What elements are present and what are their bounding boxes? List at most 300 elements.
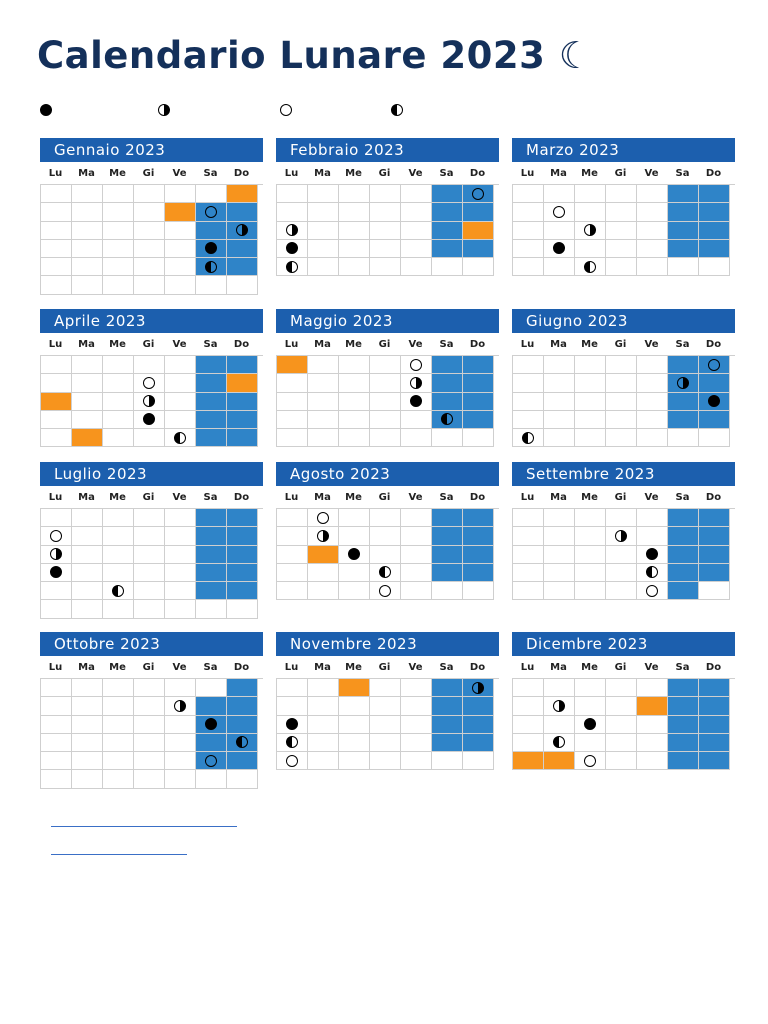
day-cell [637,185,668,203]
day-cell [606,546,637,564]
weekend-cell [668,185,699,203]
weekend-cell [432,185,463,203]
first-quarter-icon [174,700,186,712]
day-cell [277,374,308,392]
day-cell [103,393,134,411]
weekend-cell [668,240,699,258]
full-moon-icon [584,755,596,767]
weekday-row [512,656,735,678]
day-cell [544,374,575,392]
weekday-label: Do [233,338,250,350]
day-cell [606,509,637,527]
full-moon-icon [143,377,155,389]
weekday-row [40,162,263,184]
weekday-label: Sa [439,661,454,673]
day-cell [72,393,103,411]
weekday-label: Gi [614,167,627,179]
day-cell [637,509,668,527]
day-cell [308,734,339,752]
day-cell [165,393,196,411]
weekday-row [512,486,735,508]
day-cell [308,258,339,276]
weekend-cell [196,697,227,715]
day-cell [370,374,401,392]
last-quarter-icon [286,261,298,273]
day-cell [513,240,544,258]
weekday-label: Do [469,167,486,179]
day-cell [401,240,432,258]
day-cell [637,429,668,447]
day-cell [72,240,103,258]
day-cell [544,203,575,221]
weekend-cell [699,716,730,734]
day-cell [432,429,463,447]
weekday-label: Lu [48,338,63,350]
day-cell [370,356,401,374]
day-cell [606,429,637,447]
weekend-cell [699,393,730,411]
day-cell [637,527,668,545]
day-cell [308,429,339,447]
weekend-cell [668,582,699,600]
day-cell [370,429,401,447]
day-cell [637,411,668,429]
day-cell [103,752,134,770]
month-header: Aprile 2023 [40,309,263,333]
day-cell [308,393,339,411]
day-cell [103,276,134,294]
day-cell [339,509,370,527]
holiday-cell [165,203,196,221]
full-moon-icon [472,188,484,200]
month-header: Gennaio 2023 [40,138,263,162]
day-cell [72,679,103,697]
weekday-label: Do [705,491,722,503]
day-cell [196,679,227,697]
weekday-label: Lu [284,338,299,350]
day-cell [668,258,699,276]
weekday-label: Ve [408,167,423,179]
day-cell [165,679,196,697]
day-cell [544,509,575,527]
weekday-row [512,333,735,355]
day-cell [134,752,165,770]
weekend-cell [699,527,730,545]
footer-link[interactable] [51,854,187,855]
weekend-cell [668,546,699,564]
day-cell [134,734,165,752]
weekend-cell [668,564,699,582]
weekday-label: Sa [203,167,218,179]
day-cell [575,697,606,715]
weekday-label: Ve [644,491,659,503]
day-cell [432,258,463,276]
weekday-row [512,162,735,184]
weekend-cell [463,679,494,697]
day-cell [103,374,134,392]
day-cell [41,222,72,240]
day-grid [276,184,499,276]
month-header: Settembre 2023 [512,462,735,486]
first-quarter-icon [286,224,298,236]
weekend-cell [227,356,258,374]
new-moon-icon [50,566,62,578]
weekend-cell [668,527,699,545]
day-cell [41,203,72,221]
day-cell [339,411,370,429]
new-moon-icon [143,413,155,425]
day-cell [544,429,575,447]
weekday-label: Gi [142,167,155,179]
day-cell [544,356,575,374]
day-cell [401,411,432,429]
day-cell [339,203,370,221]
weekend-cell [196,716,227,734]
day-cell [637,203,668,221]
weekend-cell [432,374,463,392]
day-cell [134,716,165,734]
weekday-label: Ve [408,661,423,673]
day-cell [544,393,575,411]
day-cell [370,734,401,752]
weekday-label: Lu [48,491,63,503]
day-cell [165,411,196,429]
weekend-cell [668,752,699,770]
weekend-cell [227,258,258,276]
day-cell [72,582,103,600]
weekday-row [276,656,499,678]
day-cell [103,564,134,582]
weekend-cell [463,509,494,527]
weekday-label: Lu [48,661,63,673]
full-moon-icon [205,206,217,218]
new-moon-icon [553,242,565,254]
holiday-cell [227,374,258,392]
month-calendar [40,632,263,789]
day-cell [544,716,575,734]
full-moon-icon [646,585,658,597]
day-cell [575,203,606,221]
day-cell [227,600,258,618]
weekday-label: Ma [78,338,95,350]
day-grid [276,508,499,600]
day-cell [370,582,401,600]
day-cell [575,734,606,752]
day-cell [134,509,165,527]
day-cell [606,240,637,258]
weekday-label: Lu [520,338,535,350]
day-cell [41,752,72,770]
day-cell [463,752,494,770]
weekend-cell [432,697,463,715]
weekend-cell [668,697,699,715]
day-cell [544,240,575,258]
full-moon-icon [286,755,298,767]
day-cell [370,222,401,240]
day-cell [513,393,544,411]
day-cell [699,429,730,447]
day-grid [40,508,263,619]
first-quarter-icon [50,548,62,560]
day-cell [165,429,196,447]
day-cell [370,697,401,715]
day-cell [606,582,637,600]
footer-link[interactable] [51,826,237,827]
day-cell [277,222,308,240]
last-quarter-icon [584,261,596,273]
weekend-cell [432,411,463,429]
day-cell [370,203,401,221]
weekend-cell [227,564,258,582]
weekday-label: Me [109,491,126,503]
day-cell [401,203,432,221]
day-cell [637,564,668,582]
weekday-label: Lu [284,491,299,503]
day-cell [41,546,72,564]
day-cell [432,582,463,600]
day-cell [103,356,134,374]
weekend-cell [432,509,463,527]
month-calendar [276,632,499,770]
day-cell [41,679,72,697]
month-calendar [40,462,263,619]
day-cell [575,240,606,258]
day-cell [513,185,544,203]
day-cell [41,600,72,618]
month-calendar [512,462,735,600]
day-cell [72,374,103,392]
weekend-cell [196,393,227,411]
weekday-label: Me [581,338,598,350]
weekend-cell [432,679,463,697]
weekday-label: Me [109,167,126,179]
weekend-cell [227,546,258,564]
weekend-cell [699,697,730,715]
day-cell [308,509,339,527]
weekend-cell [699,752,730,770]
day-cell [196,600,227,618]
month-header: Ottobre 2023 [40,632,263,656]
weekday-label: Do [469,661,486,673]
weekday-label: Ve [644,661,659,673]
weekend-cell [432,564,463,582]
weekday-label: Ma [78,491,95,503]
weekend-cell [196,429,227,447]
full-moon-icon [205,755,217,767]
day-cell [308,582,339,600]
last-quarter-icon [112,585,124,597]
day-cell [575,411,606,429]
weekday-label: Gi [142,491,155,503]
day-cell [196,770,227,788]
holiday-cell [637,697,668,715]
weekday-label: Me [581,661,598,673]
last-quarter-icon [205,261,217,273]
day-cell [72,734,103,752]
day-cell [339,697,370,715]
weekday-label: Lu [48,167,63,179]
day-cell [575,679,606,697]
day-cell [103,679,134,697]
day-cell [544,546,575,564]
day-cell [134,564,165,582]
weekday-label: Sa [439,338,454,350]
month-calendar [40,309,263,447]
weekend-cell [432,546,463,564]
weekend-cell [463,203,494,221]
weekday-label: Do [233,491,250,503]
day-cell [308,203,339,221]
day-cell [401,582,432,600]
weekday-label: Gi [142,661,155,673]
holiday-cell [72,429,103,447]
weekday-label: Lu [520,167,535,179]
weekday-label: Ma [78,167,95,179]
day-cell [134,240,165,258]
day-cell [165,509,196,527]
weekday-row [276,162,499,184]
day-cell [606,185,637,203]
first-quarter-icon [615,530,627,542]
day-cell [339,393,370,411]
new-moon-icon [708,395,720,407]
day-cell [637,546,668,564]
day-cell [72,752,103,770]
day-cell [277,582,308,600]
day-cell [544,679,575,697]
weekend-cell [227,509,258,527]
day-cell [134,697,165,715]
day-cell [41,374,72,392]
day-cell [370,546,401,564]
weekend-cell [463,374,494,392]
weekend-cell [699,222,730,240]
weekend-cell [699,564,730,582]
day-cell [277,716,308,734]
day-cell [606,752,637,770]
weekday-label: Ve [172,167,187,179]
day-cell [637,393,668,411]
day-cell [165,240,196,258]
day-cell [72,258,103,276]
weekday-label: Sa [203,661,218,673]
day-cell [401,393,432,411]
day-cell [308,185,339,203]
day-cell [339,716,370,734]
day-cell [637,240,668,258]
day-cell [606,679,637,697]
day-cell [41,770,72,788]
weekday-label: Ve [644,338,659,350]
weekday-label: Sa [675,661,690,673]
weekday-label: Do [469,491,486,503]
weekend-cell [196,546,227,564]
day-cell [72,770,103,788]
day-cell [401,185,432,203]
weekend-cell [463,564,494,582]
weekday-label: Ve [408,491,423,503]
day-cell [165,527,196,545]
day-cell [575,356,606,374]
day-grid [40,355,263,447]
weekend-cell [463,697,494,715]
new-moon-icon [348,548,360,560]
day-cell [41,734,72,752]
day-cell [513,356,544,374]
day-grid [512,508,735,600]
day-cell [401,752,432,770]
day-cell [134,527,165,545]
weekend-cell [227,697,258,715]
day-cell [339,356,370,374]
day-cell [134,374,165,392]
day-cell [513,734,544,752]
day-cell [308,752,339,770]
day-cell [637,356,668,374]
day-cell [401,697,432,715]
day-cell [544,564,575,582]
day-cell [308,679,339,697]
last-quarter-icon [236,736,248,748]
weekend-cell [196,222,227,240]
day-cell [41,276,72,294]
day-cell [637,582,668,600]
holiday-cell [513,752,544,770]
day-cell [103,222,134,240]
month-calendar [276,462,499,600]
day-cell [339,564,370,582]
weekday-label: Gi [378,661,391,673]
day-cell [72,356,103,374]
weekend-cell [668,411,699,429]
day-cell [637,258,668,276]
holiday-cell [463,222,494,240]
day-cell [339,752,370,770]
moon-phase-legend [38,104,438,122]
day-cell [401,374,432,392]
day-cell [401,222,432,240]
weekday-label: Ma [550,167,567,179]
day-cell [401,356,432,374]
weekend-cell [668,716,699,734]
weekend-cell [699,734,730,752]
weekday-label: Ma [78,661,95,673]
day-cell [575,582,606,600]
day-cell [339,429,370,447]
weekday-label: Sa [203,338,218,350]
weekday-label: Do [705,661,722,673]
month-header: Marzo 2023 [512,138,735,162]
day-cell [544,222,575,240]
day-cell [575,716,606,734]
last-quarter-icon [379,566,391,578]
day-cell [277,697,308,715]
weekday-label: Lu [520,661,535,673]
day-cell [41,185,72,203]
weekend-cell [227,734,258,752]
month-calendar [512,632,735,770]
day-cell [575,527,606,545]
day-cell [668,429,699,447]
day-cell [606,697,637,715]
last-quarter-icon [646,566,658,578]
day-cell [401,716,432,734]
day-cell [72,276,103,294]
day-cell [41,509,72,527]
day-cell [513,374,544,392]
day-cell [575,258,606,276]
day-cell [165,752,196,770]
